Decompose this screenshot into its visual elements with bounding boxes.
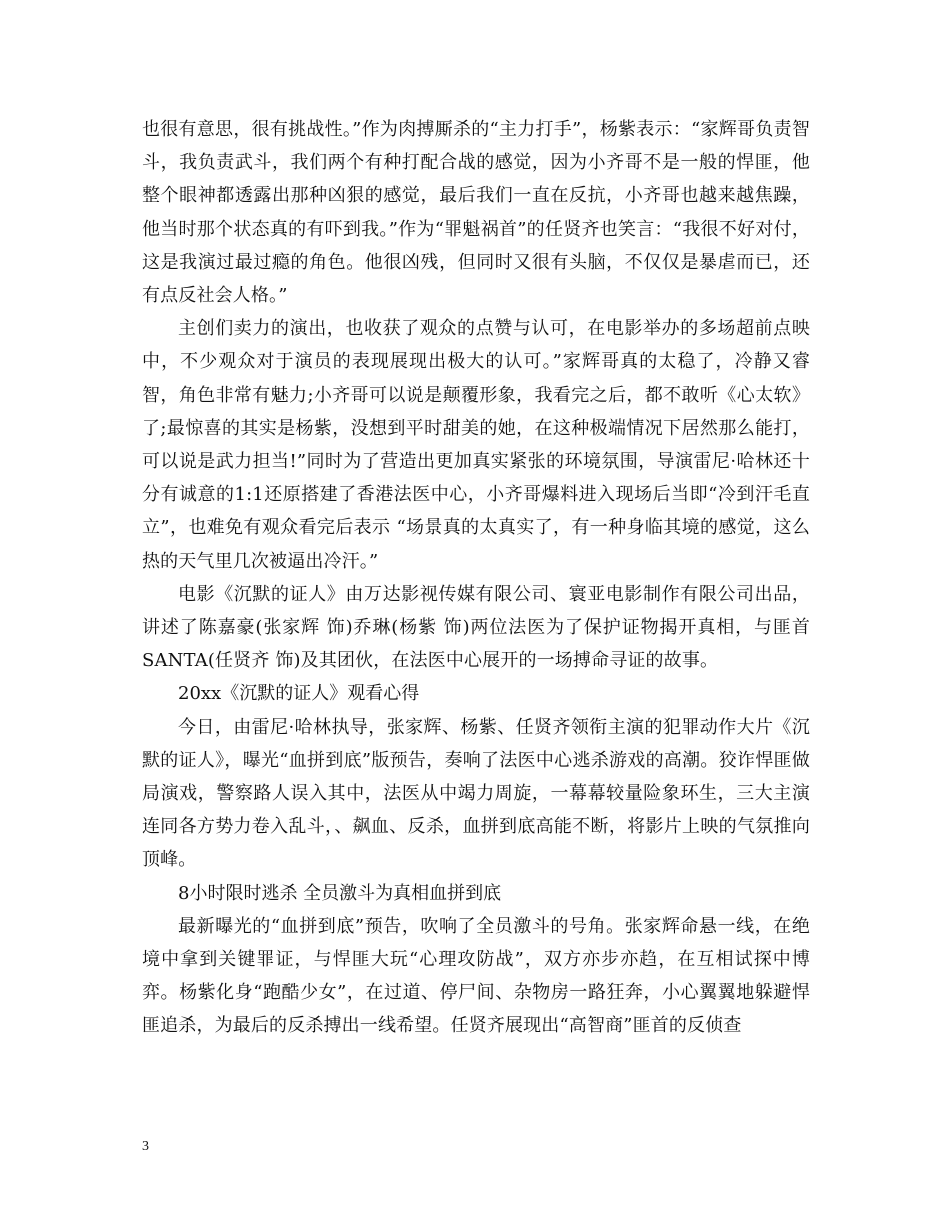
paragraph-audience-reaction: 主创们卖力的演出，也收获了观众的点赞与认可，在电影举办的多场超前点映中，不少观众对于演员的表现展现出极大的认可。”家辉哥真的太稳了，冷静又睿智，角色非常有魅力;小齐哥可以说是颠覆形象，我看完之后，都不敢听《心太软》了;最惊喜的其实是杨紫，没想到平时甜美的她，在这种极端情况下居然那么能打，可以说是武力担当!”同时为了营造出更加真实紧张的环境氛围，导演雷尼·哈林还十分有诚意的1:1还原搭建了香港法医中心，小齐哥爆料进入现场后当即“冷到汗毛直立”，也难免有观众看完后表示 “场景真的太真实了，有一种身临其境的感觉，这么热的天气里几次被逼出冷汗。” bbox=[142, 318, 810, 572]
paragraph-trailer-details: 最新曝光的“血拼到底”预告，吹响了全员激斗的号角。张家辉命悬一线，在绝境中拿到关键罪证，与悍匪大玩“心理攻防战”，双方亦步亦趋，在互相试探中博弈。杨紫化身“跑酷少女”，在过道、停尸间、杂物房一路狂奔，小心翼翼地躲避悍匪追杀，为最后的反杀搏出一线希望。任贤齐展现出“高智商”匪首的反侦查 bbox=[142, 915, 810, 1037]
paragraph-continued-quote: 也很有意思，很有挑战性。”作为肉搏厮杀的“主力打手”，杨紫表示：“家辉哥负责智斗，我负责武斗，我们两个有种打配合战的感觉，因为小齐哥不是一般的悍匪，他整个眼神都透露出那种凶狠的感觉，最后我们一直在反抗，小齐哥也越来越焦躁，他当时那个状态真的有吓到我。”作为“罪魁祸首”的任贤齐也笑言：“我很不好对付，这是我演过最过瘾的角色。他很凶残，但同时又很有头脑，不仅仅是暴虐而已，还有点反社会人格。” bbox=[142, 119, 810, 307]
document-body bbox=[142, 113, 810, 1043]
paragraph-film-synopsis: 电影《沉默的证人》由万达影视传媒有限公司、寰亚电影制作有限公司出品，讲述了陈嘉豪(张家辉 饰)乔琳(杨紫 饰)两位法医为了保护证物揭开真相，与匪首SANTA(任贤齐 饰)及其团伙，在法医中心展开的一场搏命寻证的故事。 bbox=[142, 583, 810, 672]
page-number: 3 bbox=[142, 1139, 149, 1154]
section-heading-viewing-notes: 20xx《沉默的证人》观看心得 bbox=[178, 683, 420, 705]
section-heading-escape: 8小时限时逃杀 全员激斗为真相血拼到底 bbox=[178, 882, 502, 904]
paragraph-trailer-release: 今日，由雷尼·哈林执导，张家辉、杨紫、任贤齐领衔主演的犯罪动作大片《沉默的证人》，曝光“血拼到底”版预告，奏响了法医中心逃杀游戏的高潮。狡诈悍匪做局演戏，警察路人误入其中，法医从中竭力周旋，一幕幕较量险象环生，三大主演连同各方势力卷入乱斗，、飙血、反杀，血拼到底高能不断，将影片上映的气氛推向顶峰。 bbox=[142, 716, 810, 871]
